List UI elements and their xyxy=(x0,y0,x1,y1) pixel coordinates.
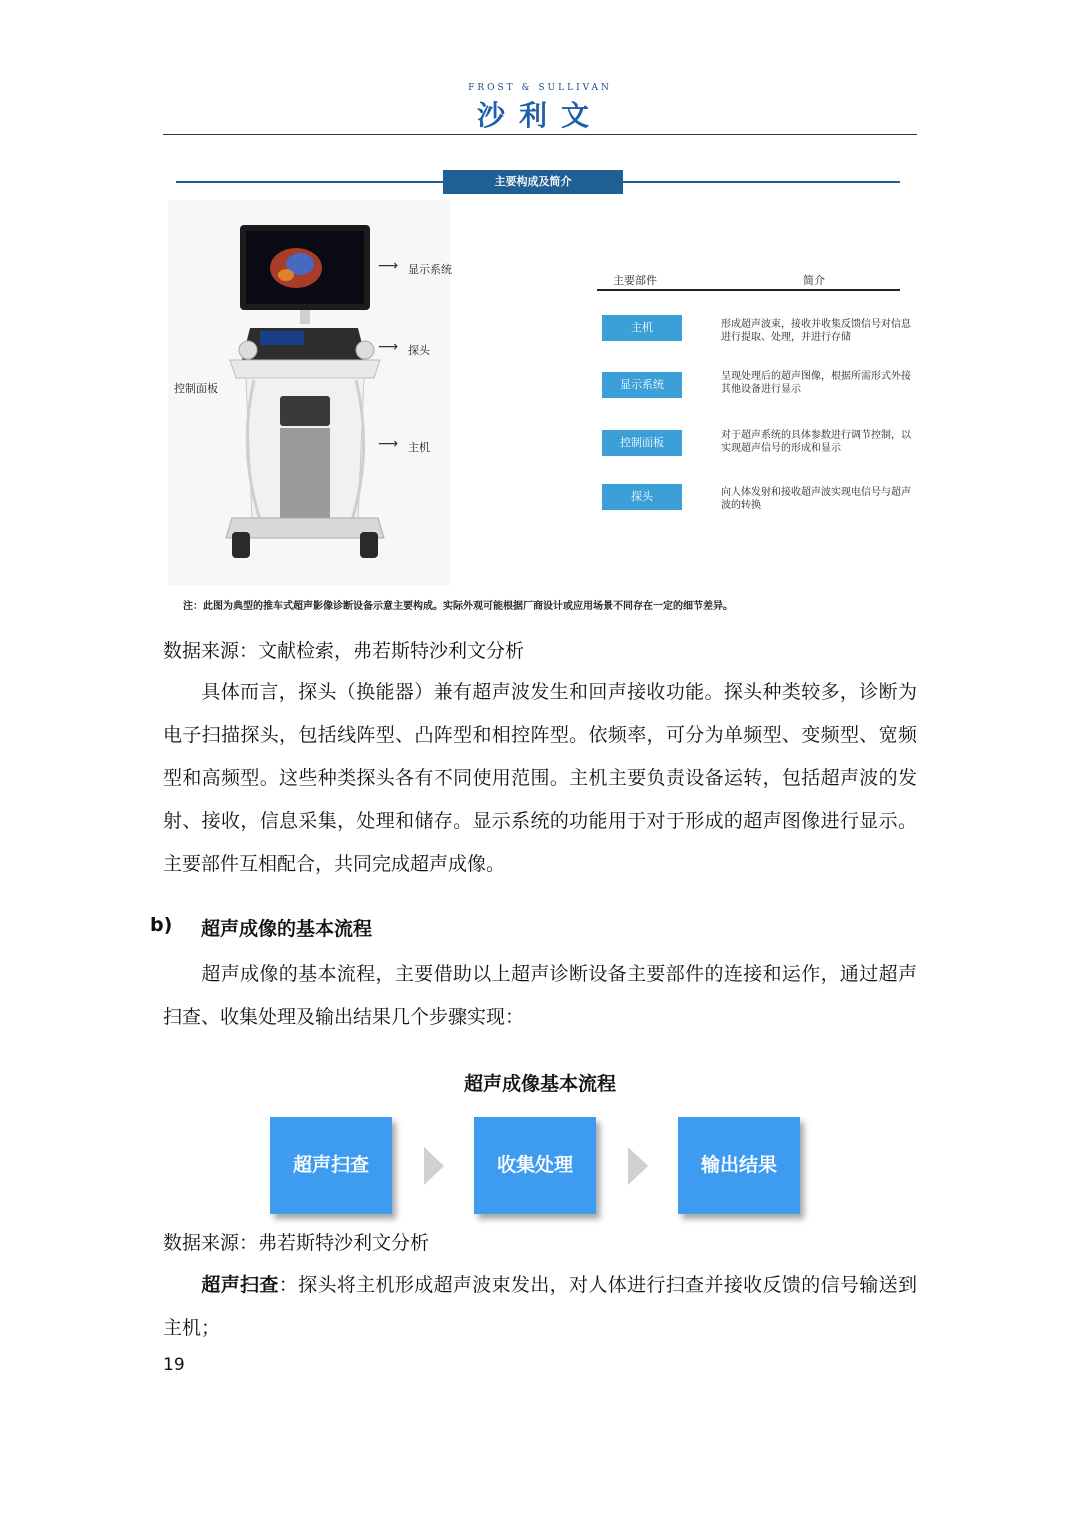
flow-step-scan: 超声扫查 xyxy=(270,1117,392,1214)
flow-step-process: 收集处理 xyxy=(474,1117,596,1214)
callout-host: 主机 xyxy=(408,441,430,454)
section-marker: b) xyxy=(150,914,173,936)
component-tag-host: 主机 xyxy=(602,315,682,341)
brand-english: FROST & SULLIVAN xyxy=(468,83,612,93)
component-desc-display: 呈现处理后的超声图像，根据所需形式外接其他设备进行显示 xyxy=(721,371,911,395)
data-source-2: 数据来源：弗若斯特沙利文分析 xyxy=(163,1232,430,1254)
brand-chinese: 沙利文 xyxy=(476,99,603,132)
component-desc-host: 形成超声波束，接收并收集反馈信号对信息进行提取、处理，并进行存储 xyxy=(721,319,911,343)
paragraph-components-text: 具体而言，探头（换能器）兼有超声波发生和回声接收功能。探头种类较多，诊断为电子扫描探头，包括线阵型、凸阵型和相控阵型。依频率，可分为单频型、变频型、宽频型和高频型。这些种类探头各有不同使用范围。主机主要负责设备运转，包括超声波的发射、接收，信息采集，处理和储存。显示系统的功能用于对于形成的超声图像进行显示。主要部件互相配合，共同完成超声成像。 xyxy=(163,681,917,875)
chevron-right-icon xyxy=(424,1147,444,1185)
callout-probe: 探头 xyxy=(408,344,430,357)
component-desc-control-panel: 对于超声系统的具体参数进行调节控制，以实现超声信号的形成和显示 xyxy=(721,430,911,454)
flow-step-output: 输出结果 xyxy=(678,1117,800,1214)
table-header-rule xyxy=(597,289,900,291)
page-number: 19 xyxy=(163,1355,185,1375)
paragraph-components xyxy=(163,671,917,886)
figure-note: 注：此图为典型的推车式超声影像诊断设备示意主要构成。实际外观可能根据厂商设计或应用场景不同存在一定的细节差异。 xyxy=(183,601,733,612)
chevron-right-icon xyxy=(628,1147,648,1185)
display-arrow-icon: ⟶ xyxy=(378,258,399,274)
paragraph-flow-intro xyxy=(163,953,917,1039)
component-desc-probe: 向人体发射和接收超声波实现电信号与超声波的转换 xyxy=(721,487,911,511)
figure-title: 主要构成及简介 xyxy=(443,170,623,194)
host-arrow-icon: ⟶ xyxy=(378,436,399,452)
paragraph-scan xyxy=(163,1264,917,1350)
flow-title: 超声成像基本流程 xyxy=(463,1073,616,1095)
component-tag-control-panel: 控制面板 xyxy=(602,430,682,456)
paragraph-scan-text: ：探头将主机形成超声波束发出，对人体进行扫查并接收反馈的信号输送到主机； xyxy=(163,1274,917,1339)
component-tag-display: 显示系统 xyxy=(602,372,682,398)
header-divider xyxy=(163,134,917,135)
data-source-1: 数据来源：文献检索，弗若斯特沙利文分析 xyxy=(163,640,525,662)
component-tag-probe: 探头 xyxy=(602,484,682,510)
paragraph-flow-intro-text: 超声成像的基本流程，主要借助以上超声诊断设备主要部件的连接和运作，通过超声扫查、收集处理及输出结果几个步骤实现： xyxy=(163,963,917,1028)
section-title: 超声成像的基本流程 xyxy=(201,918,373,940)
paragraph-scan-term: 超声扫查 xyxy=(201,1274,279,1296)
callout-control-panel: 控制面板 xyxy=(174,382,218,395)
table-header-desc: 简介 xyxy=(803,274,825,287)
table-header-part: 主要部件 xyxy=(613,274,657,287)
probe-arrow-icon: ⟶ xyxy=(378,339,399,355)
callout-display: 显示系统 xyxy=(408,263,452,276)
